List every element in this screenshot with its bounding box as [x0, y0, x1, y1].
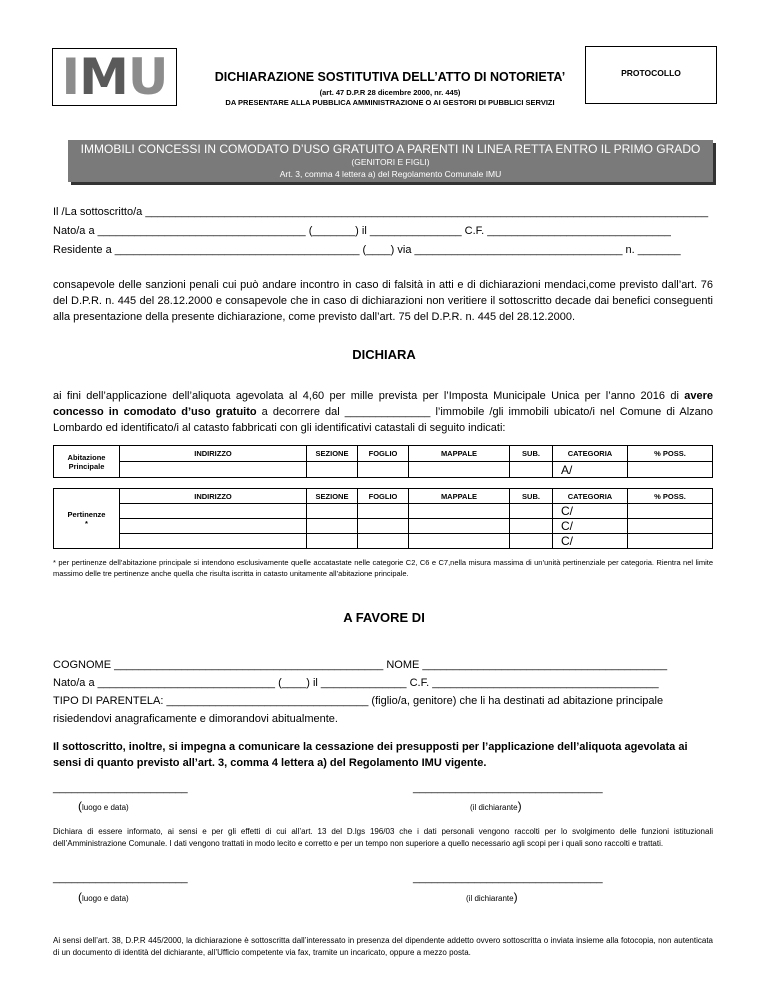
col-poss: % POSS.: [628, 446, 713, 462]
banner-subtitle: (GENITORI E FIGLI): [351, 157, 430, 167]
cell-sub[interactable]: [510, 534, 553, 549]
abitazione-table: [53, 445, 713, 478]
pertinenze-table: [53, 488, 713, 549]
declarant-residence-field[interactable]: Residente a ________________________________________ (____) via __________________________________ n. _______: [53, 244, 681, 256]
document-subtitle-2: DA PRESENTARE ALLA PUBBLICA AMMINISTRAZIONE O AI GESTORI DI PUBBLICI SERVIZI: [225, 98, 555, 107]
cell-sezione[interactable]: [307, 519, 358, 534]
declarant-birth-field[interactable]: Nato/a a __________________________________ (_______) il _______________ C.F. ______________________________: [53, 225, 671, 237]
cell-categoria[interactable]: C/: [553, 534, 628, 549]
banner-title: IMMOBILI CONCESSI IN COMODATO D’USO GRATUITO A PARENTI IN LINEA RETTA ENTRO IL PRIMO GRADO: [80, 142, 701, 156]
col-categoria: CATEGORIA: [553, 446, 628, 462]
cell-poss[interactable]: [628, 534, 713, 549]
cell-mappale[interactable]: [409, 519, 510, 534]
col-foglio: FOGLIO: [358, 446, 409, 462]
cell-categoria[interactable]: A/: [553, 462, 628, 478]
cell-sub[interactable]: [510, 462, 553, 478]
cell-indirizzo[interactable]: [120, 534, 307, 549]
imu-logo: I M U: [52, 48, 177, 106]
section-banner: [68, 140, 713, 182]
cell-indirizzo[interactable]: [120, 519, 307, 534]
col-sub: SUB.: [510, 446, 553, 462]
cell-indirizzo[interactable]: [120, 504, 307, 519]
cell-sezione[interactable]: [307, 534, 358, 549]
cell-sub[interactable]: [510, 519, 553, 534]
beneficiary-residence-text: risiedendovi anagraficamente e dimorandovi abitualmente.: [53, 713, 338, 725]
cell-poss[interactable]: [628, 519, 713, 534]
place-date-line[interactable]: ______________________: [53, 872, 188, 884]
commitment-paragraph: Il sottoscritto, inoltre, si impegna a comunicare la cessazione dei presupposti per l’applicazione dell’aliquota agevolata ai sensi di quanto previsto all’art. 3, comma 4 lettera a) del Regolamento IMU vigente.: [53, 741, 688, 769]
col-foglio: FOGLIO: [358, 489, 409, 504]
declarant-name-field[interactable]: Il /La sottoscritto/a ____________________________________________________________________________________________: [53, 206, 709, 218]
place-date-line[interactable]: ______________________: [53, 782, 188, 794]
col-sezione: SEZIONE: [307, 446, 358, 462]
cell-categoria[interactable]: C/: [553, 519, 628, 534]
favor-heading: A FAVORE DI: [343, 610, 425, 625]
col-indirizzo: INDIRIZZO: [120, 446, 307, 462]
col-indirizzo: INDIRIZZO: [120, 489, 307, 504]
cell-foglio[interactable]: [358, 519, 409, 534]
document-title: DICHIARAZIONE SOSTITUTIVA DELL’ATTO DI NOTORIETA’: [214, 70, 566, 84]
cell-foglio[interactable]: [358, 504, 409, 519]
pertinenze-footnote: * per pertinenze dell’abitazione principale si intendono esclusivamente quelle accatastate nelle categorie C2, C6 e C7,nella misura massima di un’unità pertinenziale per categoria. Rientra nel limite massimo delle tre pertinenze anche quella che risulta iscritta in catasto unitamente all’abitazione principale.: [53, 558, 713, 578]
declaration-paragraph: ai fini dell’applicazione dell’aliquota agevolata al 4,60 per mille prevista per l’Imposta Municipale Unica per l’anno 2016 di avere concesso in comodato d’uso gratuito a decorrere dal ______________ l’immobile /gli immobili ubicato/i nel Comune di Alzano Lombardo ed identificato/i al catasto fabbricati con gli identificativi catastali di seguito indicati:: [53, 390, 713, 434]
place-date-label: (luogo e data): [78, 890, 129, 904]
protocol-box: PROTOCOLLO: [585, 46, 717, 104]
document-subtitle: (art. 47 D.P.R 28 dicembre 2000, nr. 445): [319, 88, 461, 97]
cell-sezione[interactable]: [307, 462, 358, 478]
legal-note: Ai sensi dell’art. 38, D.P.R 445/2000, la dichiarazione è sottoscritta dall’interessato in presenza del dipendente addetto ovvero sottoscritta o inviata insieme alla fotocopia, non autenticata di un documento di identità del dichiarante, all’Ufficio competente via fax, tramite un incaricato, oppure a mezzo posta.: [53, 936, 713, 957]
row-label-pertinenze: Pertinenze *: [54, 489, 120, 549]
beneficiary-name-field[interactable]: COGNOME ____________________________________________ NOME ________________________________________: [53, 659, 668, 671]
cell-mappale[interactable]: [409, 534, 510, 549]
awareness-paragraph: consapevole delle sanzioni penali cui può andare incontro in caso di falsità in atti e di dichiarazioni mendaci,come previsto dall’art. 76 del D.P.R. n. 445 del 28.12.2000 e consapevole che in caso di dichiarazioni non veritiere il sottoscritto decade dai benefici conseguenti alla presentazione della presente dichiarazione, come previsto dall’art. 75 del D.P.R. n. 445 del 28.12.2000.: [53, 279, 713, 323]
col-sub: SUB.: [510, 489, 553, 504]
row-label-abitazione: Abitazione Principale: [54, 446, 120, 478]
declarant-label: (il dichiarante): [470, 799, 522, 813]
cell-sub[interactable]: [510, 504, 553, 519]
cell-categoria[interactable]: C/: [553, 504, 628, 519]
beneficiary-relation-field[interactable]: TIPO DI PARENTELA: _________________________________ (figlio/a, genitore) che li ha destinati ad abitazione principale: [53, 695, 664, 707]
cell-foglio[interactable]: [358, 462, 409, 478]
banner-reference: Art. 3, comma 4 lettera a) del Regolamento Comunale IMU: [279, 169, 502, 179]
cell-foglio[interactable]: [358, 534, 409, 549]
signature-line[interactable]: _______________________________: [413, 782, 603, 794]
cell-mappale[interactable]: [409, 462, 510, 478]
cell-indirizzo[interactable]: [120, 462, 307, 478]
cell-sezione[interactable]: [307, 504, 358, 519]
signature-line[interactable]: _______________________________: [413, 872, 603, 884]
cell-mappale[interactable]: [409, 504, 510, 519]
col-categoria: CATEGORIA: [553, 489, 628, 504]
beneficiary-birth-field[interactable]: Nato/a a _____________________________ (____) il ______________ C.F. _____________________________________: [53, 677, 659, 689]
col-sezione: SEZIONE: [307, 489, 358, 504]
declares-heading: DICHIARA: [352, 347, 416, 362]
privacy-statement: Dichiara di essere informato, ai sensi e per gli effetti di cui all’art. 13 del D.lgs 196/03 che i dati personali vengono raccolti per lo svolgimento delle funzioni istituzionali dell’Amministrazione Comunale. I dati vengono trattati in modo lecito e corretto e per un tempo non superiore a quello necessario agli scopi per i quali sono raccolti e trattati.: [53, 827, 713, 848]
cell-poss[interactable]: [628, 504, 713, 519]
place-date-label: (luogo e data): [78, 799, 129, 813]
cell-poss[interactable]: [628, 462, 713, 478]
col-mappale: MAPPALE: [409, 489, 510, 504]
col-mappale: MAPPALE: [409, 446, 510, 462]
col-poss: % POSS.: [628, 489, 713, 504]
declarant-label: (il dichiarante): [466, 890, 518, 904]
